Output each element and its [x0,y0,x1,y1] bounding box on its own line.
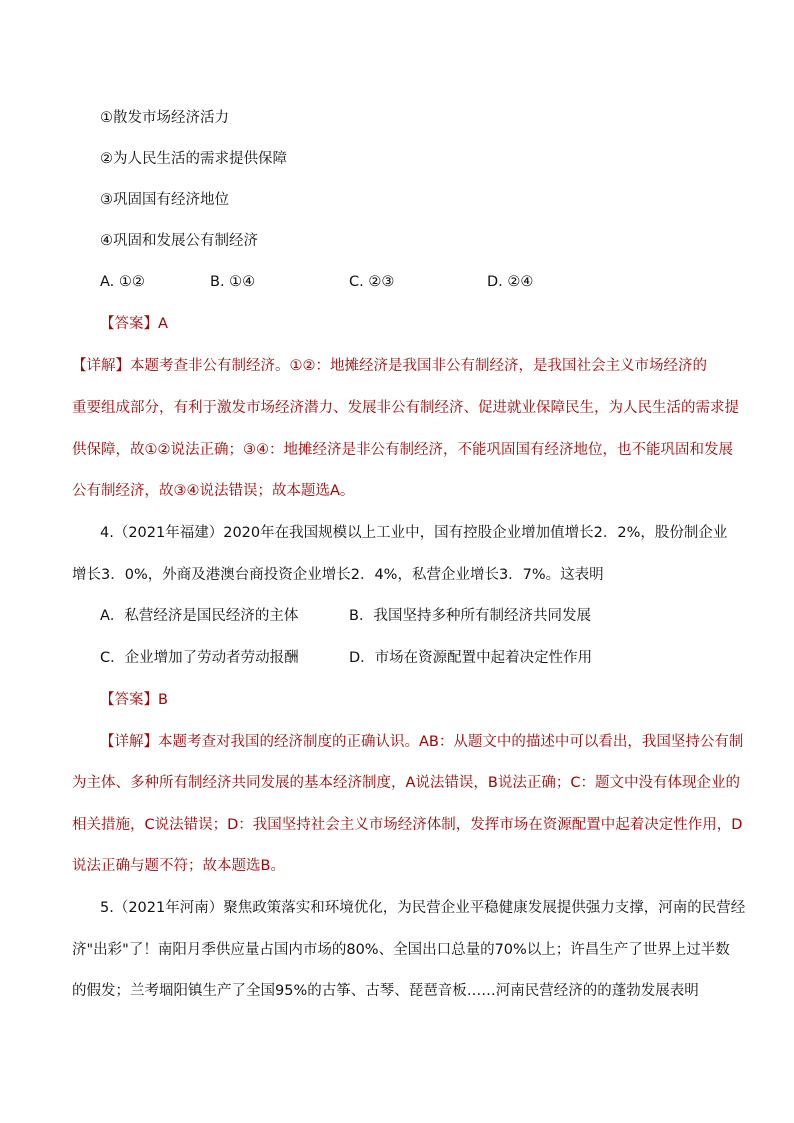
q4-detail-line-4: 说法正确与题不符；故本题选B。 [72,858,285,874]
q4-option-c: C．企业增加了劳动者劳动报酬 [100,650,299,666]
q3-detail-line-4: 公有制经济，故③④说法错误；故本题选A。 [72,483,355,499]
q4-detail-line-3: 相关措施，C说法错误；D：我国坚持社会主义市场经济体制，发挥市场在资源配置中起着决定性作用，D [72,817,743,833]
q3-item-2: ②为人民生活的需求提供保障 [100,151,287,167]
q5-stem-line-3: 的假发；兰考堌阳镇生产了全国95%的古筝、古琴、琵琶音板……河南民营经济的的蓬勃发展表明 [72,983,699,999]
q3-option-a: A. ①② [100,274,145,290]
q4-detail-line-2: 为主体、多种所有制经济共同发展的基本经济制度，A说法错误，B说法正确；C：题文中没有体现企业的 [72,775,740,791]
q5-stem-line-1: 5.（2021年河南）聚焦政策落实和环境优化，为民营企业平稳健康发展提供强力支撑，河南的民营经 [100,900,746,916]
q3-option-d: D. ②④ [487,274,534,290]
q3-detail-line-2: 重要组成部分，有利于激发市场经济潜力、发展非公有制经济、促进就业保障民生，为人民生活的需求提 [72,400,739,416]
q3-option-b: B. ①④ [210,274,256,290]
q3-item-3: ③巩固国有经济地位 [100,192,229,208]
q3-answer: 【答案】A [100,316,168,332]
q4-option-d: D．市场在资源配置中起着决定性作用 [349,650,593,666]
q4-detail-line-1: 【详解】本题考查对我国的经济制度的正确认识。AB：从题文中的描述中可以看出，我国坚持公有制 [100,734,744,750]
q4-answer: 【答案】B [100,692,168,708]
q3-option-c: C. ②③ [349,274,395,290]
q4-option-a: A．私营经济是国民经济的主体 [100,608,299,624]
q3-item-1: ①散发市场经济活力 [100,110,229,126]
q4-stem-line-1: 4.（2021年福建）2020年在我国规模以上工业中，国有控股企业增加值增长2．2%，股份制企业 [100,525,728,541]
q3-item-4: ④巩固和发展公有制经济 [100,233,258,249]
q4-stem-line-2: 增长3．0%，外商及港澳台商投资企业增长2．4%，私营企业增长3．7%。这表明 [72,567,604,583]
q4-option-b: B．我国坚持多种所有制经济共同发展 [349,608,591,624]
q3-detail-line-1: 【详解】本题考查非公有制经济。①②：地摊经济是我国非公有制经济，是我国社会主义市场经济的 [72,358,707,374]
q3-detail-line-3: 供保障，故①②说法正确；③④：地摊经济是非公有制经济，不能巩固国有经济地位，也不能巩固和发展 [72,442,733,458]
q5-stem-line-2: 济"出彩"了！南阳月季供应量占国内市场的80%、全国出口总量的70%以上；许昌生产了世界上过半数 [72,942,730,958]
